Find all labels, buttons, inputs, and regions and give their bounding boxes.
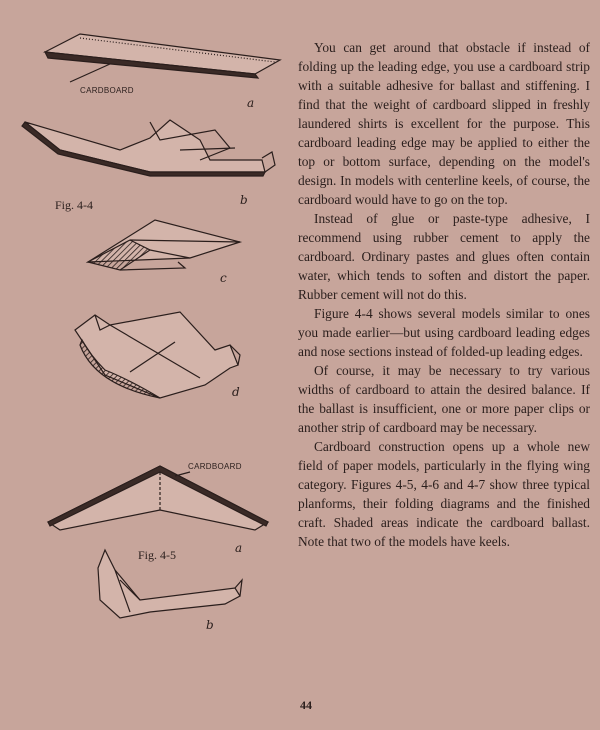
fig45-a-delta-wing [48,466,268,530]
fig45-part-b: b [206,618,214,632]
body-text [298,38,590,551]
fig45-part-a: a [235,541,243,555]
fig44-part-d: d [232,385,240,399]
fig44-a-cardboard-strip [45,34,280,82]
fig44-c-dart [88,220,240,270]
fig44-part-a: a [247,96,255,110]
fig44-b-swept-wing [22,120,275,176]
paragraph: Figure 4-4 shows several models similar to ones you made earlier—but using cardboard leading edges and nose sections instead of folded-up leading edges. [298,306,590,359]
fig44-part-b: b [240,193,248,207]
fig44-cardboard-label: CARDBOARD [80,86,134,95]
figure-column [0,0,290,730]
paragraph: Cardboard construction opens up a whole new field of paper models, particularly in the flying wing category. Figures 4-5, 4-6 and 4-7 show three typical planforms, their folding diagrams and the finished craft. Shaded areas indicate the cardboard ballast. Note that two of the models have keels. [298,439,590,549]
fig45-caption: Fig. 4-5 [138,548,177,562]
fig44-caption: Fig. 4-4 [55,198,94,212]
fig44-part-c: c [220,271,227,285]
paragraph: Of course, it may be necessary to try various widths of cardboard to attain the desired balance. If the ballast is insufficient, one or more paper clips or another strip of cardboard may be necessary. [298,363,590,435]
page-number: 44 [300,698,312,712]
paragraph: Instead of glue or paste-type adhesive, I recommend using rubber cement to apply the cardboard. Ordinary pastes and glues often contain water, which tends to soften and distort the paper. Rubber cement will not do this. [298,211,590,302]
fig44-d-flying-wing [75,312,240,398]
paragraph: You can get around that obstacle if instead of folding up the leading edge, you use a cardboard strip with a suitable adhesive for ballast and stiffening. I find that the weight of cardboard slipped in freshly laundered shirts is excellent for the purpose. This cardboard leading edge may be applied to either the top or bottom surface, depending on the model's design. In models with centerline keels, of course, the cardboard would have to go on the top. [298,40,590,207]
fig45-cardboard-label: CARDBOARD [188,462,242,471]
